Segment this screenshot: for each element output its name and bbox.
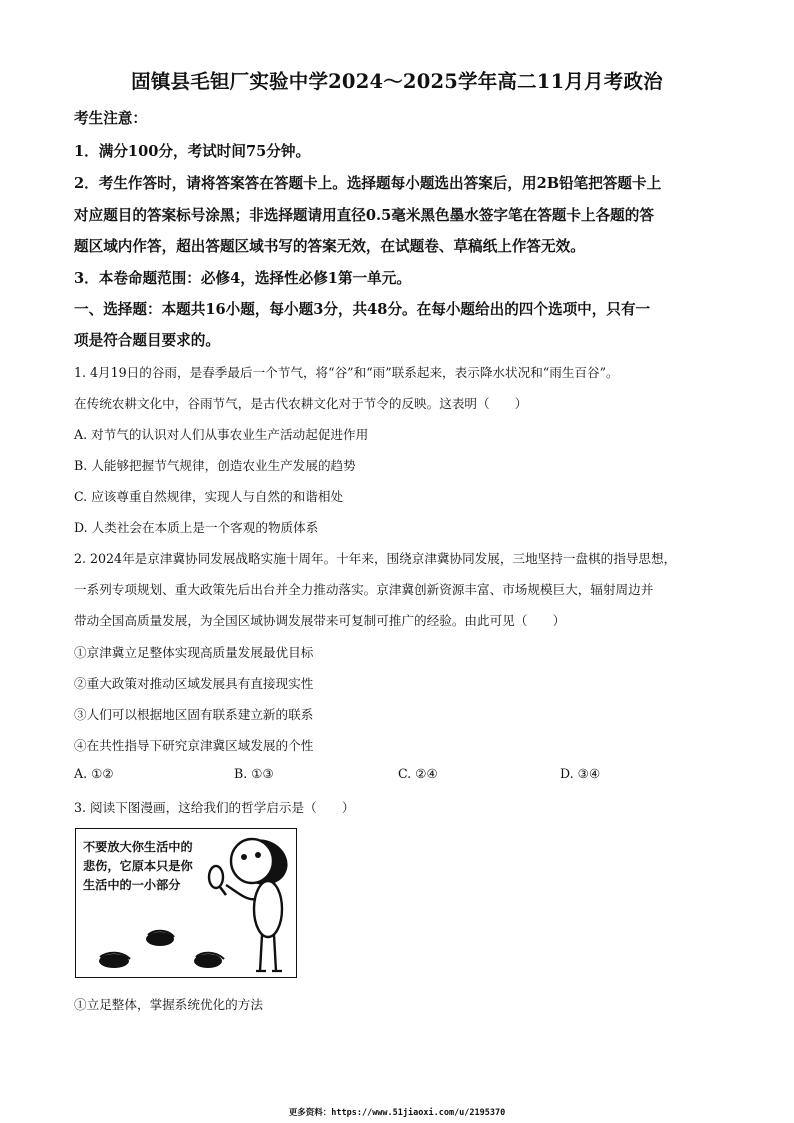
section-heading: 一、选择题：本题共16小题，每小题3分，共48分。在每小题给出的四个选项中，只有一: [74, 301, 651, 318]
q2-statement-1: ①京津冀立足整体实现高质量发展最优目标: [74, 645, 314, 660]
q1-option-d: D. 人类社会在本质上是一个客观的物质体系: [74, 520, 319, 535]
ground-blobs: [99, 931, 224, 968]
q2-choice-d: D. ③④: [560, 766, 601, 781]
q1-stem-cont: 在传统农耕文化中，谷雨节气，是古代农耕文化对于节令的反映。这表明（ ）: [74, 396, 528, 411]
q3-cartoon: [75, 828, 297, 978]
cartoon-caption-line-1: 不要放大你生活中的: [83, 840, 193, 854]
q1-option-b: B. 人能够把握节气规律，创造农业生产发展的趋势: [74, 458, 356, 473]
magnifier-icon: [209, 866, 226, 895]
q3-stem: 3. 阅读下图漫画，这给我们的哲学启示是（ ）: [74, 800, 355, 815]
notice-item-3: 3．本卷命题范围：必修4，选择性必修1第一单元。: [74, 270, 411, 287]
q2-stem-cont: 一系列专项规划、重大政策先后出台并全力推动落实。京津冀创新资源丰富、市场规模巨大，辐射周边并: [74, 582, 654, 597]
footer-link[interactable]: 更多资料：https://www.51jiaoxi.com/u/2195370: [288, 1108, 506, 1118]
q2-stem: 2. 2024年是京津冀协同发展战略实施十周年。十年来，围绕京津冀协同发展，三地坚持一盘棋的指导思想，: [74, 551, 677, 566]
q3-statement-1: ①立足整体，掌握系统优化的方法: [74, 997, 263, 1012]
notice-item-2-cont2: 题区域内作答，超出答题区域书写的答案无效，在试题卷、草稿纸上作答无效。: [74, 238, 585, 255]
figure-body: [226, 881, 282, 971]
figure-head: [231, 839, 287, 884]
notice-heading: 考生注意：: [74, 110, 147, 127]
q1-stem: 1. 4月19日的谷雨，是春季最后一个节气，将“谷”和“雨”联系起来，表示降水状况和“雨生百谷”。: [74, 365, 619, 380]
q2-statement-2: ②重大政策对推动区域发展具有直接现实性: [74, 676, 314, 691]
notice-item-1: 1．满分100分，考试时间75分钟。: [74, 143, 311, 160]
cartoon-caption-line-2: 悲伤，它原本只是你: [83, 859, 193, 873]
section-heading-cont: 项是符合题目要求的。: [74, 332, 220, 349]
notice-item-2-cont: 对应题目的答案标号涂黑；非选择题请用直径0.5毫米黑色墨水签字笔在答题卡上各题的答: [74, 207, 654, 224]
q2-choice-a: A. ①②: [74, 766, 114, 781]
q1-option-c: C. 应该尊重自然规律，实现人与自然的和谐相处: [74, 489, 344, 504]
exam-title: 固镇县毛钽厂实验中学2024～2025学年高二11月月考政治: [131, 70, 663, 93]
q2-choice-b: B. ①③: [234, 766, 274, 781]
cartoon-caption-line-3: 生活中的一小部分: [83, 878, 181, 892]
q2-statement-3: ③人们可以根据地区固有联系建立新的联系: [74, 707, 314, 722]
cartoon-drawing: [76, 829, 296, 977]
q2-statement-4: ④在共性指导下研究京津冀区域发展的个性: [74, 738, 314, 753]
notice-item-2: 2．考生作答时，请将答案答在答题卡上。选择题每小题选出答案后，用2B铅笔把答题卡上: [74, 175, 662, 192]
q2-choice-c: C. ②④: [398, 766, 438, 781]
q1-option-a: A. 对节气的认识对人们从事农业生产活动起促进作用: [74, 427, 369, 442]
q2-stem-cont2: 带动全国高质量发展，为全国区域协调发展带来可复制可推广的经验。由此可见（ ）: [74, 613, 566, 628]
